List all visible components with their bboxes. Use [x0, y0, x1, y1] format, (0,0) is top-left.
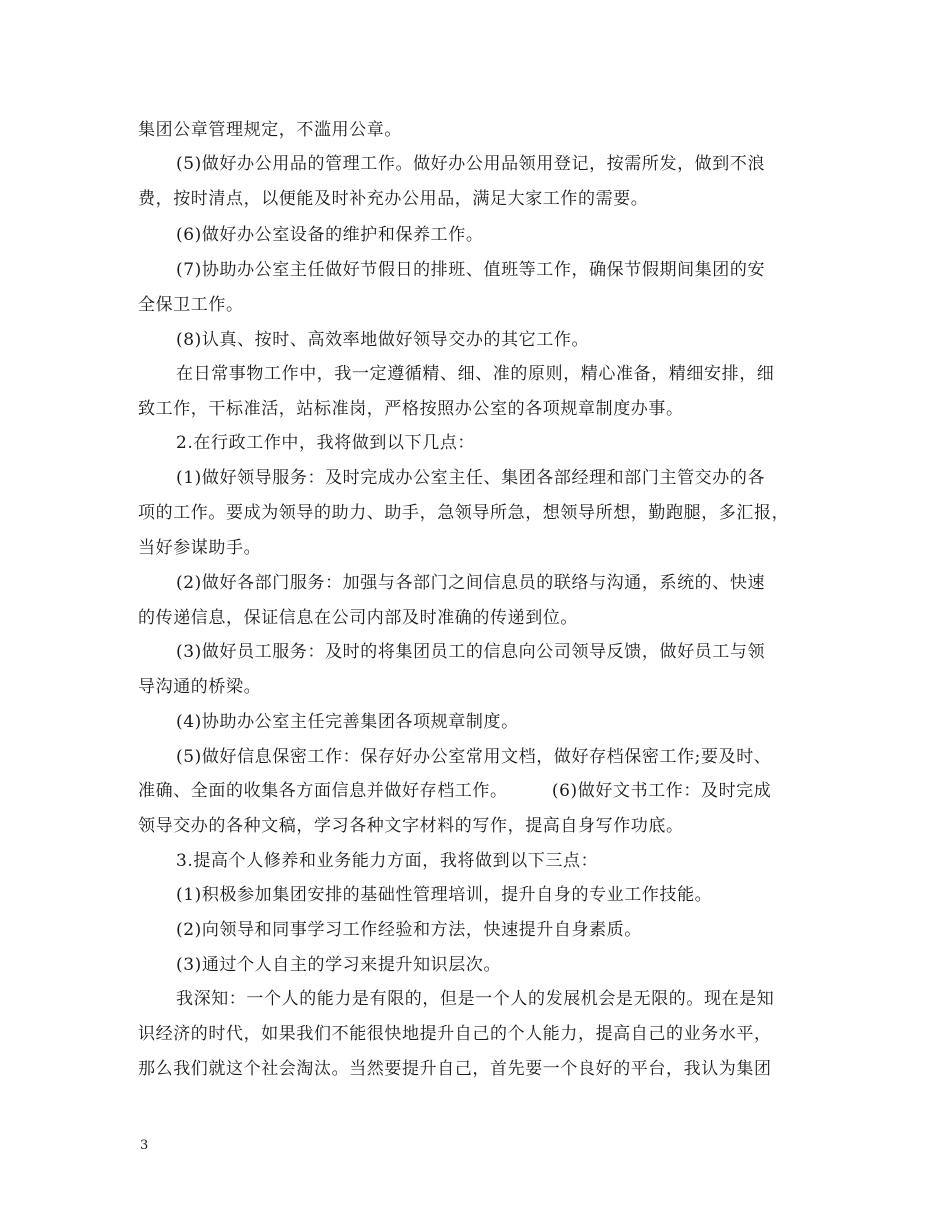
- text-line: (7)协助办公室主任做好节假日的排班、值班等工作，确保节假期间集团的安: [176, 260, 766, 280]
- text-line: (8)认真、按时、高效率地做好领导交办的其它工作。: [176, 330, 590, 350]
- text-line: (2)向领导和同事学习工作经验和方法，快速提升自身素质。: [176, 920, 642, 940]
- text-line: 项的工作。要成为领导的助力、助手，急领导所急，想领导所想，勤跑腿，多汇报，: [138, 503, 790, 523]
- text-line: (5)做好信息保密工作：保存好办公室常用文档，做好存档保密工作;要及时、: [176, 747, 772, 767]
- text-line: 我深知：一个人的能力是有限的，但是一个人的发展机会是无限的。现在是知: [176, 989, 775, 1009]
- text-line: (3)通过个人自主的学习来提升知识层次。: [176, 955, 502, 975]
- text-line: (1)积极参加集团安排的基础性管理培训，提升自身的专业工作技能。: [176, 885, 713, 905]
- text-line: (5)做好办公用品的管理工作。做好办公用品领用登记，按需所发，做到不浪: [176, 154, 766, 174]
- text-line: 集团公章管理规定，不滥用公章。: [138, 120, 402, 140]
- text-line: 2.在行政工作中，我将做到以下几点：: [176, 433, 476, 453]
- text-line: 准确、全面的收集各方面信息并做好存档工作。 (6)做好文书工作：及时完成: [138, 781, 772, 801]
- text-line: (3)做好员工服务：及时的将集团员工的信息向公司领导反馈，做好员工与领: [176, 642, 766, 662]
- text-line: 的传递信息，保证信息在公司内部及时准确的传递到位。: [138, 608, 578, 628]
- text-line: 领导交办的各种文稿，学习各种文字材料的写作，提高自身写作功底。: [138, 816, 684, 836]
- text-line: 当好参谋助手。: [138, 538, 262, 558]
- text-line: (2)做好各部门服务：加强与各部门之间信息员的联络与沟通，系统的、快速: [176, 573, 766, 593]
- text-line: 全保卫工作。: [138, 295, 244, 315]
- text-line: 识经济的时代，如果我们不能很快地提升自己的个人能力，提高自己的业务水平，: [138, 1024, 772, 1044]
- text-line: (6)做好办公室设备的维护和保养工作。: [176, 225, 484, 245]
- text-line: 费，按时清点，以便能及时补充办公用品，满足大家工作的需要。: [138, 189, 649, 209]
- text-line: 那么我们就这个社会淘汰。当然要提升自己，首先要一个良好的平台，我认为集团: [138, 1059, 772, 1079]
- text-line: 致工作，干标准活，站标准岗，严格按照办公室的各项规章制度办事。: [138, 399, 684, 419]
- text-line: (1)做好领导服务：及时完成办公室主任、集团各部经理和部门主管交办的各: [176, 468, 766, 488]
- text-line: 3.提高个人修养和业务能力方面，我将做到以下三点：: [176, 851, 599, 871]
- text-line: 在日常事物工作中，我一定遵循精、细、准的原则，精心准备，精细安排，细: [176, 364, 775, 384]
- text-line: 导沟通的桥梁。: [138, 677, 262, 697]
- page-number: 3: [140, 1138, 149, 1153]
- text-line: (4)协助办公室主任完善集团各项规章制度。: [176, 712, 519, 732]
